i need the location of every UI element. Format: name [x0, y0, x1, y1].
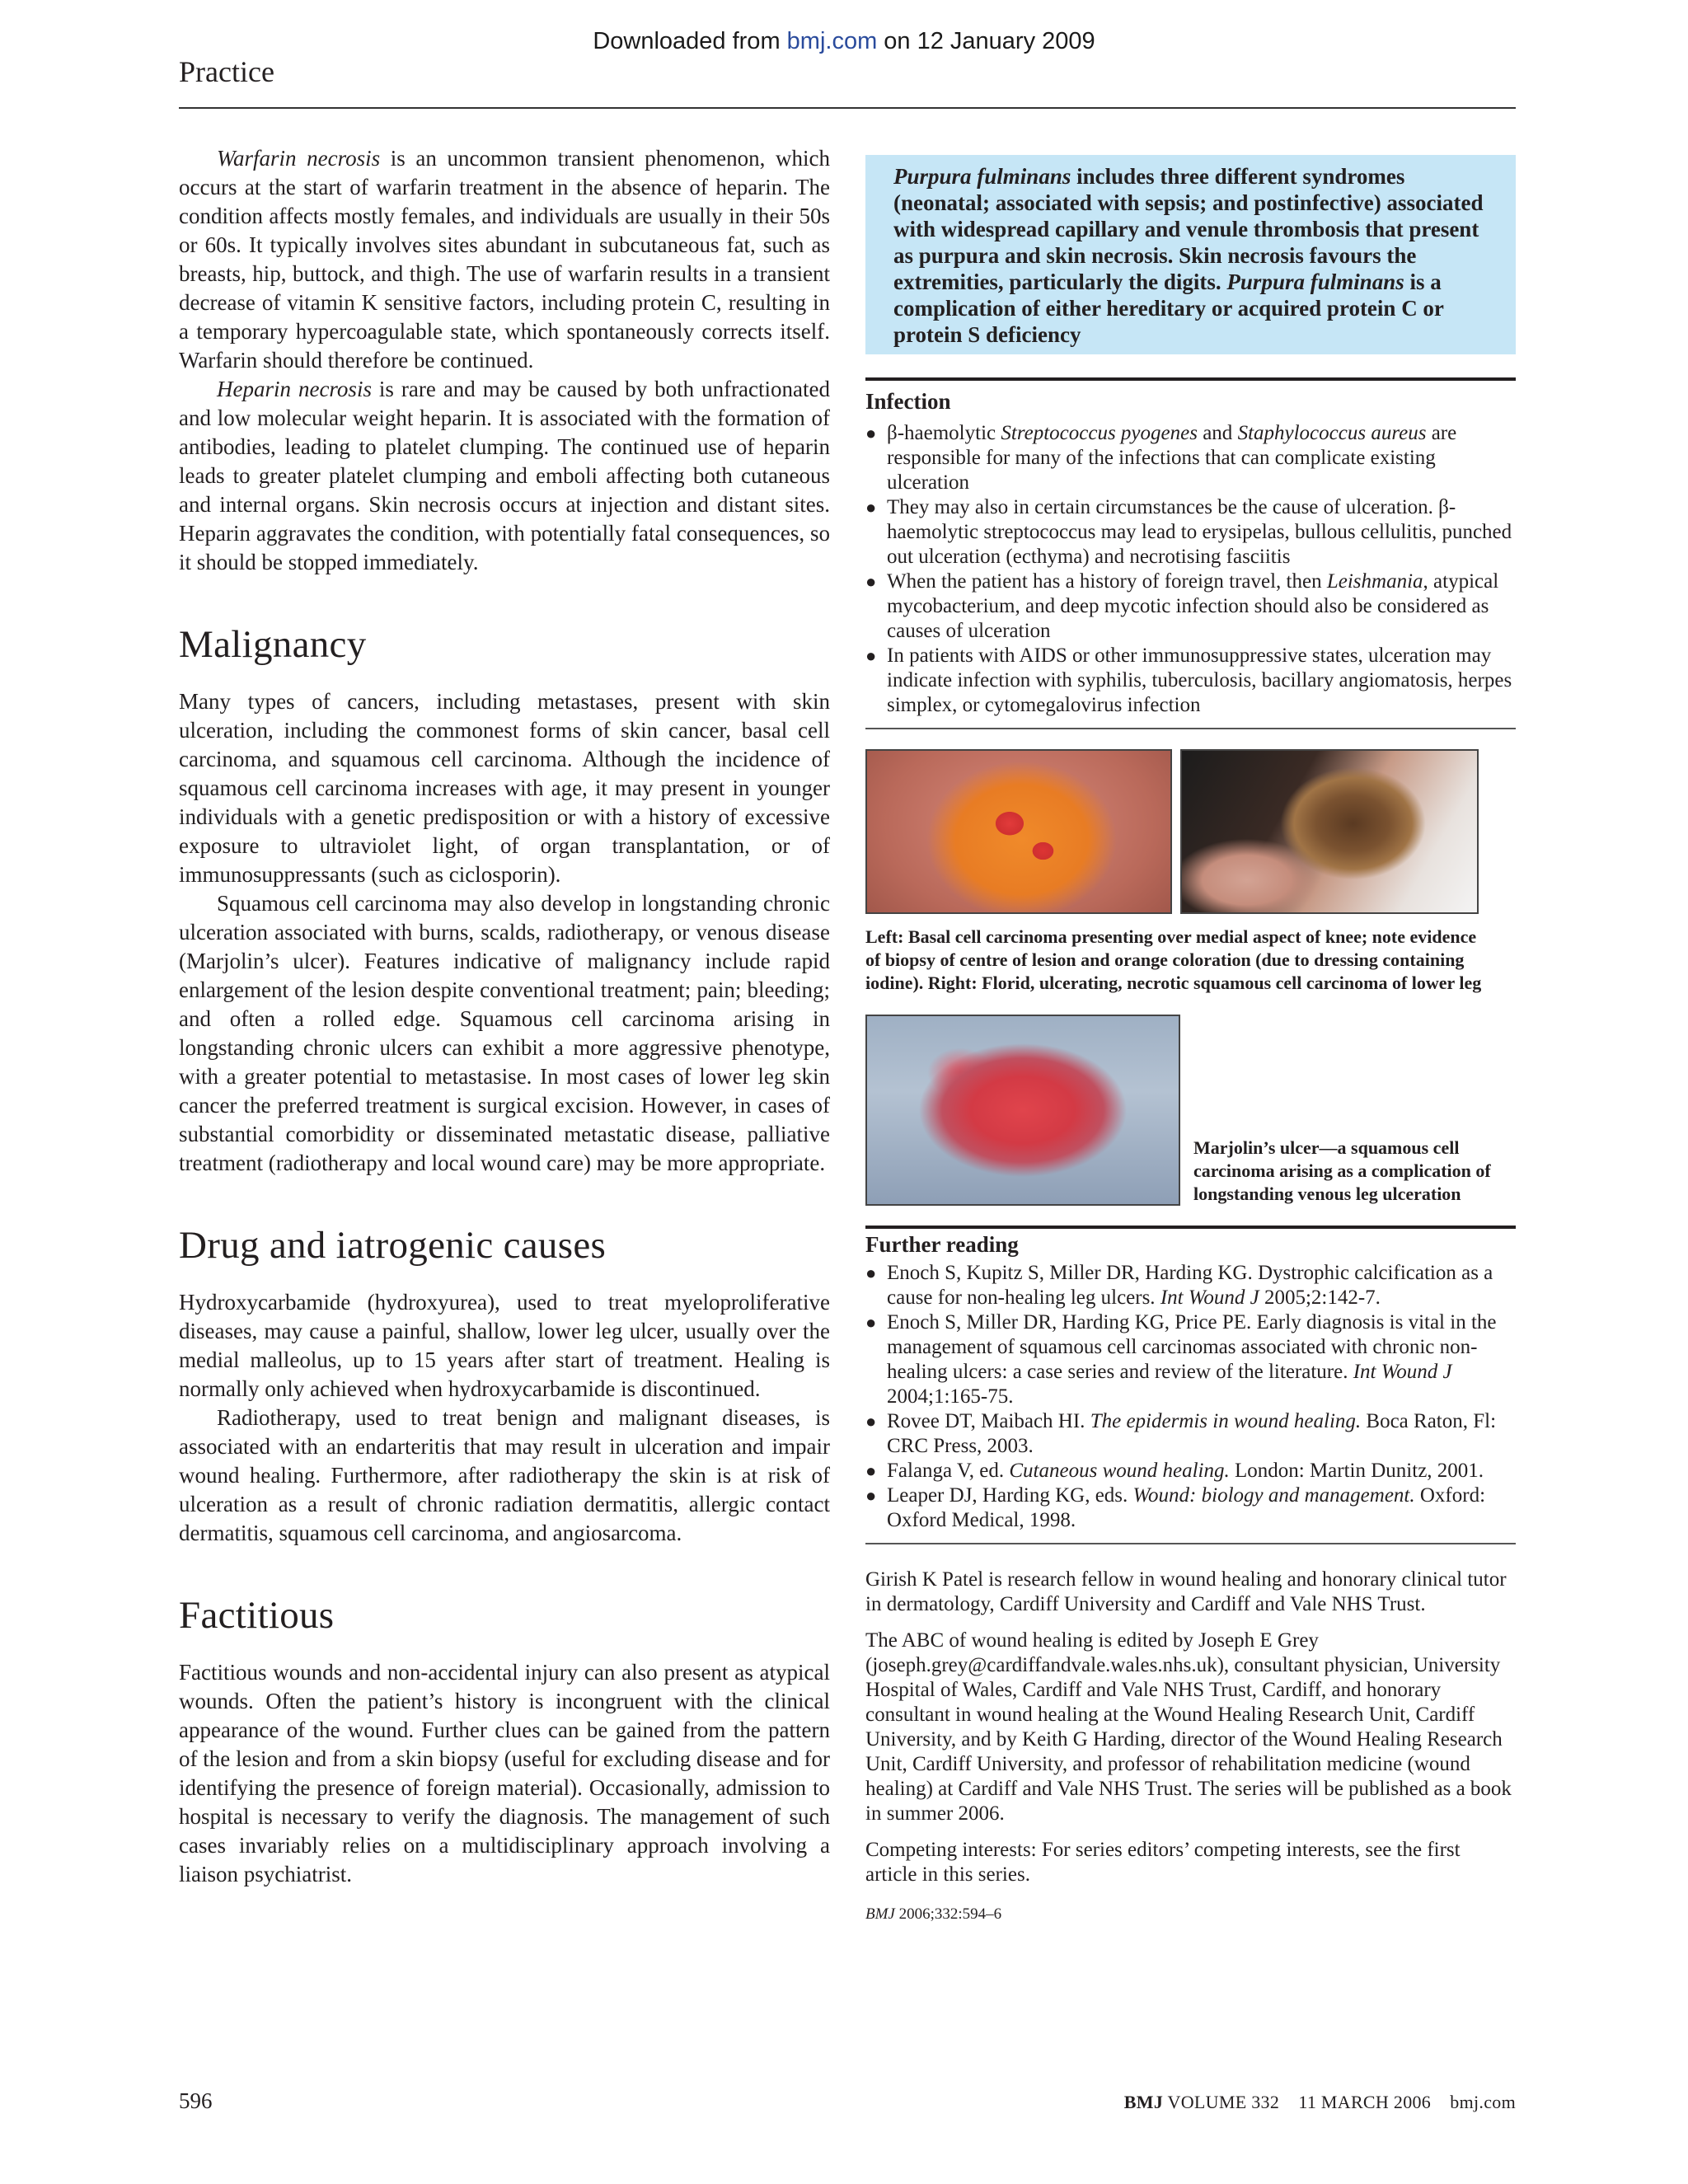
infection-b1-organism-1: Streptococcus pyogenes [1001, 422, 1198, 444]
marjolins-ulcer-photo [865, 1015, 1180, 1206]
citation-journal: BMJ [865, 1905, 895, 1923]
list-item [865, 1459, 1516, 1483]
download-banner [0, 28, 1688, 55]
reading-1-ref: 2005;2:142-7. [1259, 1286, 1381, 1309]
bullet-icon: ● [865, 1460, 877, 1481]
heparin-text: is rare and may be caused by both unfractionated and low molecular weight heparin. It is associated with the formation of antibodies, leading to platelet clumping. The continued use of heparin leads to greater platelet clumping and emboli affecting both cutaneous and internal organs. Skin necrosis occurs at injection and distant sites. Heparin aggravates the condition, with potentially fatal consequences, so it should be stopped immediately. [179, 377, 830, 574]
footer-issue-details: VOLUME 332 11 MARCH 2006 bmj.com [1163, 2092, 1516, 2112]
infection-b3-text: When the patient has a history of foreign travel, then [887, 570, 1327, 593]
factitious-paragraph: Factitious wounds and non-accidental injury can also present as atypical wounds. Often the patient’s history is incongruent with the clinical appearance of the wound. Further clues can be gained from the pattern of the lesion and from a skin biopsy (useful for excluding disease and for identifying the presence of foreign material). Occasionally, admission to hospital is necessary to verify the diagnosis. The management of such cases invariably relies on a multidisciplinary approach involving a liaison psychiatrist. [179, 1660, 830, 1886]
further-reading-bottom-rule [865, 1543, 1516, 1544]
purpura-term-1: Purpura fulminans [893, 164, 1071, 189]
warfarin-paragraph [179, 144, 830, 375]
reading-4-text: Falanga V, ed. [887, 1460, 1010, 1482]
author-bio: Girish K Patel is research fellow in wound healing and honorary clinical tutor in dermatology, Cardiff University and Cardiff and Vale NHS Trust. [865, 1568, 1507, 1615]
infection-top-rule [865, 377, 1516, 381]
warfarin-term: Warfarin necrosis [217, 146, 381, 171]
bullet-icon: ● [865, 423, 877, 443]
heading-factitious: Factitious [179, 1594, 335, 1637]
infection-b1-text: β-haemolytic [887, 422, 1001, 444]
purpura-term-2: Purpura fulminans [1226, 269, 1404, 294]
figure-2 [865, 1015, 1516, 1206]
list-item [865, 495, 1516, 569]
drug-paragraph-1: Hydroxycarbamide (hydroxyurea), used to treat myeloproliferative diseases, may cause a painful, shallow, lower leg ulcer, usually over the medial malleolus, up to 15 years after start of treatment. Healing is normally only achieved when hydroxycarbamide is discontinued. [179, 1290, 830, 1401]
further-reading-top-rule [865, 1226, 1516, 1229]
reading-3-ref: Boca Raton, Fl: CRC Press, 2003. [887, 1410, 1497, 1457]
list-item [865, 421, 1516, 495]
squamous-cell-carcinoma-photo [1180, 749, 1479, 914]
infection-b1-and: and [1197, 422, 1238, 444]
bmj-link[interactable]: bmj.com [786, 28, 878, 54]
download-prefix: Downloaded from [593, 28, 787, 54]
footer-journal-name: BMJ [1123, 2092, 1164, 2112]
drug-paragraph-2: Radiotherapy, used to treat benign and malignant diseases, is associated with an endarteritis that may result in ulceration and impair wound healing. Furthermore, after radiotherapy the skin is at risk of ulceration as a result of chronic radiation dermatitis, allergic contact dermatitis, squamous cell carcinoma, and angiosarcoma. [179, 1405, 830, 1545]
download-suffix: on 12 January 2009 [877, 28, 1095, 54]
list-item [865, 1310, 1516, 1409]
section-label: Practice [179, 55, 274, 88]
series-editors-note: The ABC of wound healing is edited by Joseph E Grey (joseph.grey@cardiffandvale.wales.nhs.uk), consultant physician, University Hospital of Wales, Cardiff and Vale NHS Trust, Cardiff, and honorary consultant in wound healing at the Wound Healing Research Unit, Cardiff University, and by Keith G Harding, director of the Wound Healing Research Unit, Cardiff University, and professor of rehabilitation medicine (wound healing) at Cardiff and Vale NHS Trust. The series will be published as a book in summer 2006. [865, 1629, 1512, 1825]
bullet-icon: ● [865, 1263, 877, 1283]
infection-b4-text: In patients with AIDS or other immunosuppressive states, ulceration may indicate infection with syphilis, tuberculosis, bacillary angiomatosis, herpes simplex, or cytomegalovirus infection [887, 644, 1512, 716]
competing-interests: Competing interests: For series editors’ competing interests, see the first article in this series. [865, 1839, 1461, 1886]
left-column [179, 144, 830, 1889]
purpura-fulminans-box [865, 155, 1516, 354]
bullet-icon: ● [865, 497, 877, 518]
infection-title: Infection [865, 389, 951, 414]
further-reading-title: Further reading [865, 1232, 1019, 1257]
reading-1-text: Enoch S, Kupitz S, Miller DR, Harding KG. Dystrophic calcification as a cause for non-healing leg ulcers. [887, 1262, 1493, 1309]
purpura-text-2: is a complication of either hereditary or acquired protein C or protein S deficiency [893, 269, 1444, 347]
figure-1-photos [865, 749, 1516, 914]
malignancy-paragraph-2: Squamous cell carcinoma may also develop in longstanding chronic ulceration associated with burns, scalds, radiotherapy, or venous disease (Marjolin’s ulcer). Features indicative of malignancy include rapid enlargement of the lesion despite conventional treatment; pain; bleeding; and often a rolled edge. Squamous cell carcinoma arising in longstanding chronic ulcers can exhibit a more aggressive phenotype, with a greater potential to metastasise. In most cases of lower leg skin cancer the preferred treatment is surgical excision. However, in cases of substantial comorbidity or disseminated metastatic disease, palliative treatment (radiotherapy and local wound care) may be more appropriate. [179, 891, 830, 1175]
reading-2-text: Enoch S, Miller DR, Harding KG, Price PE. Early diagnosis is vital in the management of squamous cell carcinomas associated with chronic non-healing ulcers: a case series and review of the literature. [887, 1311, 1497, 1383]
author-notes [865, 1568, 1516, 1887]
basal-cell-carcinoma-photo [865, 749, 1172, 914]
reading-5-title: Wound: biology and management. [1132, 1484, 1415, 1507]
reading-2-journal: Int Wound J [1353, 1361, 1452, 1383]
list-item [865, 1261, 1516, 1310]
infection-b1-rest: are responsible for many of the infections that can complicate existing ulceration [887, 422, 1457, 494]
infection-bottom-rule [865, 728, 1516, 729]
heparin-term: Heparin necrosis [217, 377, 372, 401]
citation-ref: 2006;332:594–6 [894, 1905, 1002, 1923]
figure-2-caption: Marjolin’s ulcer—a squamous cell carcinoma arising as a complication of longstanding venous leg ulceration [1193, 1137, 1491, 1204]
bullet-icon: ● [865, 1411, 877, 1432]
reading-1-journal: Int Wound J [1160, 1286, 1259, 1309]
infection-list [865, 421, 1516, 718]
infection-b2-text: They may also in certain circumstances be the cause of ulceration. β-haemolytic streptococcus may lead to erysipelas, bullous cellulitis, punched out ulceration (ecthyma) and necrotising fasciitis [887, 496, 1512, 568]
heparin-paragraph [179, 375, 830, 577]
list-item [865, 1483, 1516, 1533]
warfarin-text: is an uncommon transient phenomenon, which occurs at the start of warfarin treatment in the absence of heparin. The condition affects mostly females, and individuals are usually in their 50s or 60s. It typically involves sites abundant in subcutaneous fat, such as breasts, hip, buttock, and thigh. The use of warfarin results in a transient decrease of vitamin K sensitive factors, including protein C, resulting in a temporary hypercoagulable state, which spontaneously corrects itself. Warfarin should therefore be continued. [179, 146, 830, 373]
reading-4-title: Cutaneous wound healing. [1009, 1460, 1230, 1482]
bullet-icon: ● [865, 1485, 877, 1506]
bullet-icon: ● [865, 571, 877, 592]
reading-5-text: Leaper DJ, Harding KG, eds. [887, 1484, 1133, 1507]
reading-4-ref: London: Martin Dunitz, 2001. [1229, 1460, 1484, 1482]
reading-5-ref: Oxford: Oxford Medical, 1998. [887, 1484, 1486, 1531]
heading-malignancy: Malignancy [179, 623, 367, 666]
header-rule [179, 107, 1516, 109]
list-item [865, 644, 1516, 718]
bullet-icon: ● [865, 645, 877, 666]
further-reading-list [865, 1261, 1516, 1533]
reading-3-text: Rovee DT, Maibach HI. [887, 1410, 1090, 1432]
heading-drug-iatrogenic: Drug and iatrogenic causes [179, 1224, 607, 1267]
citation [865, 1905, 1516, 1924]
infection-b3-organism: Leishmania [1326, 570, 1423, 593]
bullet-icon: ● [865, 1312, 877, 1333]
page-number: 596 [179, 2088, 213, 2113]
infection-b1-organism-2: Staphylococcus aureus [1237, 422, 1427, 444]
right-column [865, 155, 1516, 1924]
reading-2-ref: 2004;1:165-75. [887, 1385, 1014, 1408]
malignancy-paragraph-1: Many types of cancers, including metastases, present with skin ulceration, including the commonest forms of skin cancer, basal cell carcinoma, and squamous cell carcinoma. Although the incidence of squamous cell carcinoma increases with age, it may present in younger individuals with a genetic predisposition or with a history of excessive exposure to ultraviolet light, of organ transplantation, or of immunosuppressants (such as ciclosporin). [179, 689, 830, 887]
journal-footer [1124, 2092, 1516, 2113]
purpura-text-1: includes three different syndromes (neonatal; associated with sepsis; and postinfective) associated with widespread capillary and venule thrombosis that present as purpura and skin necrosis. Skin necrosis favours the extremities, particularly the digits. [893, 164, 1484, 294]
list-item [865, 1409, 1516, 1459]
infection-b3-rest: , atypical mycobacterium, and deep mycotic infection should also be considered as causes of ulceration [887, 570, 1499, 642]
list-item [865, 569, 1516, 644]
figure-1-caption: Left: Basal cell carcinoma presenting over medial aspect of knee; note evidence of biopsy of centre of lesion and orange coloration (due to dressing containing iodine). Right: Florid, ulcerating, necrotic squamous cell carcinoma of lower leg [865, 926, 1482, 993]
reading-3-title: The epidermis in wound healing. [1090, 1410, 1362, 1432]
